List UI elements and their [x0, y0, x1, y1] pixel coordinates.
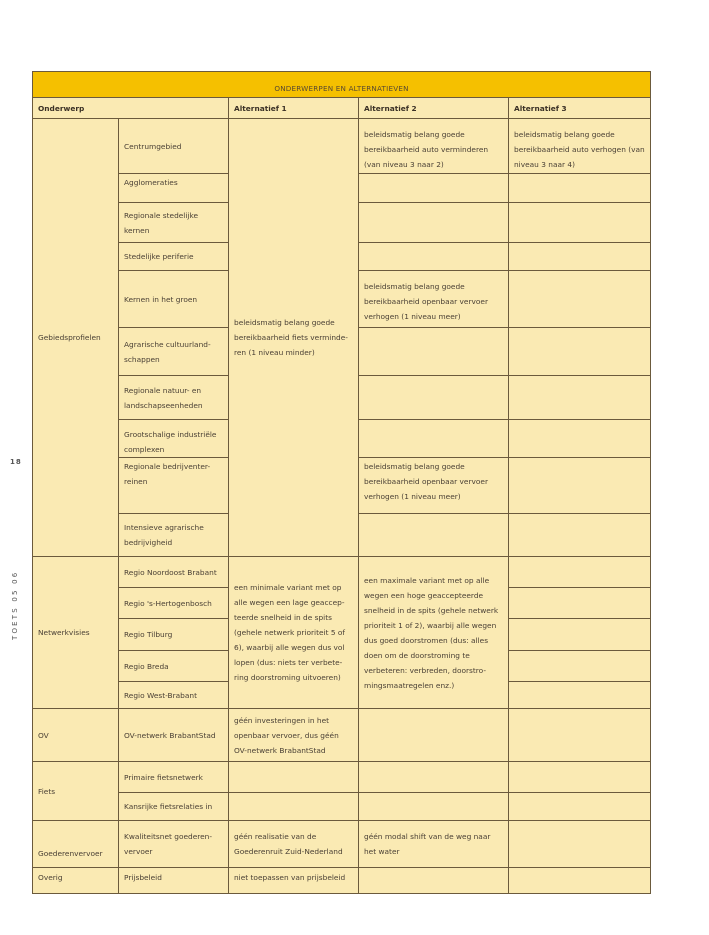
- group-ov: OV: [33, 709, 119, 762]
- cell-goederen-alt1: géén realisatie van de Goederenruit Zuid-Nederland: [229, 821, 359, 868]
- subjects-alternatives-table: [32, 71, 651, 894]
- cell-empty: [509, 762, 651, 793]
- group-goederenvervoer: Goederenvervoer: [33, 821, 119, 868]
- page-number: 18: [10, 458, 22, 466]
- cell-empty: [359, 376, 509, 420]
- cell-empty: [509, 174, 651, 203]
- header-alternatief-3: Alternatief 3: [509, 98, 651, 119]
- cell-centrum-alt2: beleidsmatig belang goede bereikbaarheid auto verminderen (van niveau 3 naar 2): [359, 119, 509, 174]
- cell-centrum-alt3: beleidsmatig belang goede bereikbaarheid auto verhogen (van niveau 3 naar 4): [509, 119, 651, 174]
- table-title: ONDERWERPEN EN ALTERNATIEVEN: [33, 72, 651, 98]
- cell-empty: [359, 709, 509, 762]
- row-primaire-fietsnetwerk: Primaire fietsnetwerk: [119, 762, 229, 793]
- cell-empty: [359, 203, 509, 243]
- cell-kernen-groen-alt2: beleidsmatig belang goede bereikbaarheid openbaar vervoer verhogen (1 niveau meer): [359, 271, 509, 328]
- header-alternatief-1: Alternatief 1: [229, 98, 359, 119]
- cell-netwerk-alt1: een minimale variant met op alle wegen een lage geaccep-teerde snelheid in de spits (gehele netwerk prioriteit 5 of 6), waarbij alle wegen dus vol lopen (dus: niets ter verbete-ring doorstroming uitvoeren): [229, 557, 359, 709]
- cell-empty: [509, 243, 651, 271]
- row-kwaliteitsnet-goederenvervoer: Kwaliteitsnet goederen-vervoer: [119, 821, 229, 868]
- cell-empty: [509, 557, 651, 588]
- cell-empty: [359, 514, 509, 557]
- cell-empty: [359, 868, 509, 894]
- cell-empty: [509, 619, 651, 651]
- row-agglomeraties: Agglomeraties: [119, 174, 229, 203]
- cell-goederen-alt2: géén modal shift van de weg naar het water: [359, 821, 509, 868]
- cell-ov-alt1: géén investeringen in het openbaar vervoer, dus géén OV-netwerk BrabantStad: [229, 709, 359, 762]
- header-onderwerp: Onderwerp: [33, 98, 229, 119]
- cell-empty: [509, 821, 651, 868]
- row-kansrijke-fietsrelaties: Kansrijke fietsrelaties in: [119, 793, 229, 821]
- cell-empty: [509, 376, 651, 420]
- row-regio-hertogenbosch: Regio 's-Hertogenbosch: [119, 588, 229, 619]
- cell-empty: [509, 588, 651, 619]
- cell-netwerk-alt2: een maximale variant met op alle wegen een hoge geaccepteerde snelheid in de spits (gehele netwerk prioriteit 1 of 2), waarbij alle wegen dus goed doorstromen (dus: alles doen om de doorstroming te verbeteren: verbreden, doorstro-mingsmaatregelen enz.): [359, 557, 509, 709]
- group-netwerkvisies: Netwerkvisies: [33, 557, 119, 709]
- cell-empty: [509, 203, 651, 243]
- row-prijsbeleid: Prijsbeleid: [119, 868, 229, 894]
- row-regionale-natuur: Regionale natuur- en landschapseenheden: [119, 376, 229, 420]
- row-regio-noordoost-brabant: Regio Noordoost Brabant: [119, 557, 229, 588]
- group-overig: Overig: [33, 868, 119, 894]
- cell-empty: [359, 243, 509, 271]
- cell-empty: [359, 420, 509, 458]
- row-regionale-kernen: Regionale stedelijke kernen: [119, 203, 229, 243]
- cell-empty: [509, 420, 651, 458]
- row-kernen-in-het-groen: Kernen in het groen: [119, 271, 229, 328]
- cell-empty: [359, 762, 509, 793]
- cell-gebied-alt1: beleidsmatig belang goede bereikbaarheid fiets verminde-ren (1 niveau minder): [229, 119, 359, 557]
- cell-empty: [509, 682, 651, 709]
- cell-empty: [509, 458, 651, 514]
- side-label: TOETS 05 06: [11, 570, 19, 640]
- cell-empty: [509, 709, 651, 762]
- cell-empty: [359, 328, 509, 376]
- row-regio-tilburg: Regio Tilburg: [119, 619, 229, 651]
- row-grootschalige-industrie: Grootschalige industriële complexen: [119, 420, 229, 458]
- cell-prijs-alt1: niet toepassen van prijsbeleid: [229, 868, 359, 894]
- row-agrarische-cultuurlandschappen: Agrarische cultuurland-schappen: [119, 328, 229, 376]
- row-regio-west-brabant: Regio West-Brabant: [119, 682, 229, 709]
- row-intensieve-agrarische: Intensieve agrarische bedrijvigheid: [119, 514, 229, 557]
- cell-empty: [509, 868, 651, 894]
- cell-empty: [359, 174, 509, 203]
- row-ov-netwerk-brabantstad: OV-netwerk BrabantStad: [119, 709, 229, 762]
- cell-empty: [509, 651, 651, 682]
- cell-bedrijven-alt2: beleidsmatig belang goede bereikbaarheid openbaar vervoer verhogen (1 niveau meer): [359, 458, 509, 514]
- cell-empty: [229, 762, 359, 793]
- cell-empty: [509, 793, 651, 821]
- cell-empty: [509, 271, 651, 328]
- group-gebiedsprofielen: Gebiedsprofielen: [33, 119, 119, 557]
- header-alternatief-2: Alternatief 2: [359, 98, 509, 119]
- cell-empty: [509, 514, 651, 557]
- cell-empty: [359, 793, 509, 821]
- row-regionale-bedrijventerreinen: Regionale bedrijventer-reinen: [119, 458, 229, 514]
- group-fiets: Fiets: [33, 762, 119, 821]
- cell-empty: [509, 328, 651, 376]
- row-stedelijke-periferie: Stedelijke periferie: [119, 243, 229, 271]
- row-centrumgebied: Centrumgebied: [119, 119, 229, 174]
- cell-empty: [229, 793, 359, 821]
- row-regio-breda: Regio Breda: [119, 651, 229, 682]
